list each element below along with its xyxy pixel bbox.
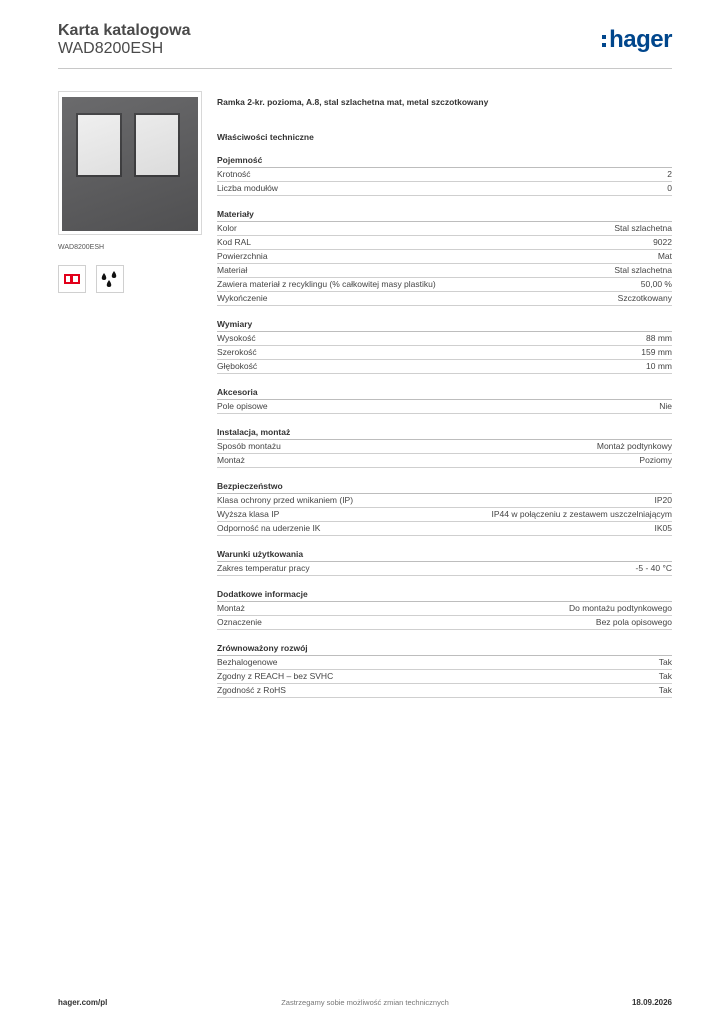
product-image bbox=[58, 91, 202, 235]
section-title: Akcesoria bbox=[217, 385, 672, 400]
spec-value: Tak bbox=[658, 685, 672, 695]
spec-row bbox=[217, 250, 672, 264]
spec-row bbox=[217, 236, 672, 250]
spec-value: 10 mm bbox=[646, 361, 672, 371]
section-title: Warunki użytkowania bbox=[217, 547, 672, 562]
spec-value: IP20 bbox=[654, 495, 672, 505]
spec-row bbox=[217, 562, 672, 576]
spec-section bbox=[217, 641, 672, 698]
spec-section bbox=[217, 479, 672, 536]
spec-row bbox=[217, 684, 672, 698]
spec-row bbox=[217, 522, 672, 536]
spec-value: IK05 bbox=[654, 523, 672, 533]
spec-label: Liczba modułów bbox=[217, 183, 278, 193]
spec-section bbox=[217, 317, 672, 374]
spec-label: Zakres temperatur pracy bbox=[217, 563, 310, 573]
header-divider bbox=[58, 68, 672, 69]
spec-value: 159 mm bbox=[641, 347, 672, 357]
spec-label: Zgodność z RoHS bbox=[217, 685, 286, 695]
spec-row bbox=[217, 264, 672, 278]
spec-label: Bezhalogenowe bbox=[217, 657, 278, 667]
spec-value: Tak bbox=[658, 657, 672, 667]
spec-row bbox=[217, 346, 672, 360]
logo-text: hager bbox=[609, 26, 672, 53]
tech-properties-heading: Właściwości techniczne bbox=[217, 132, 314, 142]
spec-row bbox=[217, 656, 672, 670]
spec-section bbox=[217, 587, 672, 630]
spec-label: Montaż bbox=[217, 603, 245, 613]
spec-label: Wykończenie bbox=[217, 293, 268, 303]
spec-value: -5 - 40 °C bbox=[635, 563, 672, 573]
spec-row bbox=[217, 222, 672, 236]
spec-row bbox=[217, 278, 672, 292]
spec-value: Stal szlachetna bbox=[614, 223, 672, 233]
section-title: Wymiary bbox=[217, 317, 672, 332]
spec-label: Krotność bbox=[217, 169, 251, 179]
spec-label: Kolor bbox=[217, 223, 237, 233]
spec-value: 9022 bbox=[653, 237, 672, 247]
spec-label: Szerokość bbox=[217, 347, 257, 357]
spec-value: Montaż podtynkowy bbox=[596, 441, 672, 451]
footer-website-link[interactable]: hager.com/pl bbox=[58, 998, 108, 1007]
spec-label: Zawiera materiał z recyklingu (% całkowitej masy plastiku) bbox=[217, 279, 436, 289]
spec-value: Poziomy bbox=[639, 455, 672, 465]
product-code-heading: WAD8200ESH bbox=[58, 40, 164, 57]
spec-row bbox=[217, 670, 672, 684]
product-description: Ramka 2-kr. pozioma, A.8, stal szlachetna mat, metal szczotkowany bbox=[217, 97, 489, 107]
spec-section bbox=[217, 207, 672, 306]
water-drops-icon bbox=[96, 265, 124, 293]
spec-row bbox=[217, 454, 672, 468]
spec-label: Klasa ochrony przed wnikaniem (IP) bbox=[217, 495, 354, 505]
spec-label: Pole opisowe bbox=[217, 401, 268, 411]
spec-label: Montaż bbox=[217, 455, 245, 465]
logo-colon-icon bbox=[602, 31, 607, 49]
spec-label: Powierzchnia bbox=[217, 251, 268, 261]
spec-label: Oznaczenie bbox=[217, 617, 262, 627]
spec-row bbox=[217, 400, 672, 414]
spec-value: 50,00 % bbox=[640, 279, 672, 289]
spec-section bbox=[217, 385, 672, 414]
image-caption: WAD8200ESH bbox=[58, 244, 105, 251]
section-title: Dodatkowe informacje bbox=[217, 587, 672, 602]
spec-label: Odporność na uderzenie IK bbox=[217, 523, 321, 533]
spec-section bbox=[217, 547, 672, 576]
page-footer bbox=[58, 998, 672, 1010]
spec-value: Bez pola opisowego bbox=[595, 617, 672, 627]
spec-row bbox=[217, 494, 672, 508]
spec-row bbox=[217, 168, 672, 182]
document-title: Karta katalogowa bbox=[58, 22, 191, 39]
section-title: Bezpieczeństwo bbox=[217, 479, 672, 494]
spec-row bbox=[217, 440, 672, 454]
section-title: Zrównoważony rozwój bbox=[217, 641, 672, 656]
hager-logo[interactable] bbox=[602, 26, 672, 54]
spec-value: Nie bbox=[659, 401, 672, 411]
spec-label: Wyższa klasa IP bbox=[217, 509, 280, 519]
spec-row bbox=[217, 182, 672, 196]
spec-label: Zgodny z REACH – bez SVHC bbox=[217, 671, 334, 681]
spec-value: 88 mm bbox=[646, 333, 672, 343]
spec-row bbox=[217, 616, 672, 630]
spec-label: Wysokość bbox=[217, 333, 256, 343]
spec-value: 2 bbox=[667, 169, 672, 179]
spec-section bbox=[217, 425, 672, 468]
technical-content bbox=[217, 95, 672, 698]
spec-row bbox=[217, 602, 672, 616]
spec-section bbox=[217, 153, 672, 196]
spec-value: 0 bbox=[667, 183, 672, 193]
spec-value: Do montażu podtynkowego bbox=[568, 603, 672, 613]
spec-value: Stal szlachetna bbox=[614, 265, 672, 275]
spec-label: Głębokość bbox=[217, 361, 258, 371]
spec-sections bbox=[217, 153, 672, 698]
section-title: Instalacja, montaż bbox=[217, 425, 672, 440]
spec-value: Mat bbox=[657, 251, 672, 261]
spec-label: Sposób montażu bbox=[217, 441, 281, 451]
double-frame-illustration bbox=[62, 97, 198, 231]
spec-label: Materiał bbox=[217, 265, 248, 275]
spec-value: IP44 w połączeniu z zestawem uszczelniającym bbox=[491, 509, 672, 519]
page-header bbox=[58, 20, 672, 68]
spec-row bbox=[217, 508, 672, 522]
section-title: Materiały bbox=[217, 207, 672, 222]
spec-value: Tak bbox=[658, 671, 672, 681]
spec-row bbox=[217, 360, 672, 374]
spec-label: Kod RAL bbox=[217, 237, 252, 247]
footer-date: 18.09.2026 bbox=[631, 998, 672, 1007]
spec-value: Szczotkowany bbox=[617, 293, 672, 303]
section-title: Pojemność bbox=[217, 153, 672, 168]
spec-row bbox=[217, 292, 672, 306]
footer-disclaimer: Zastrzegamy sobie możliwość zmian technicznych bbox=[281, 998, 449, 1007]
ip-rating-icon bbox=[58, 265, 86, 293]
spec-row bbox=[217, 332, 672, 346]
